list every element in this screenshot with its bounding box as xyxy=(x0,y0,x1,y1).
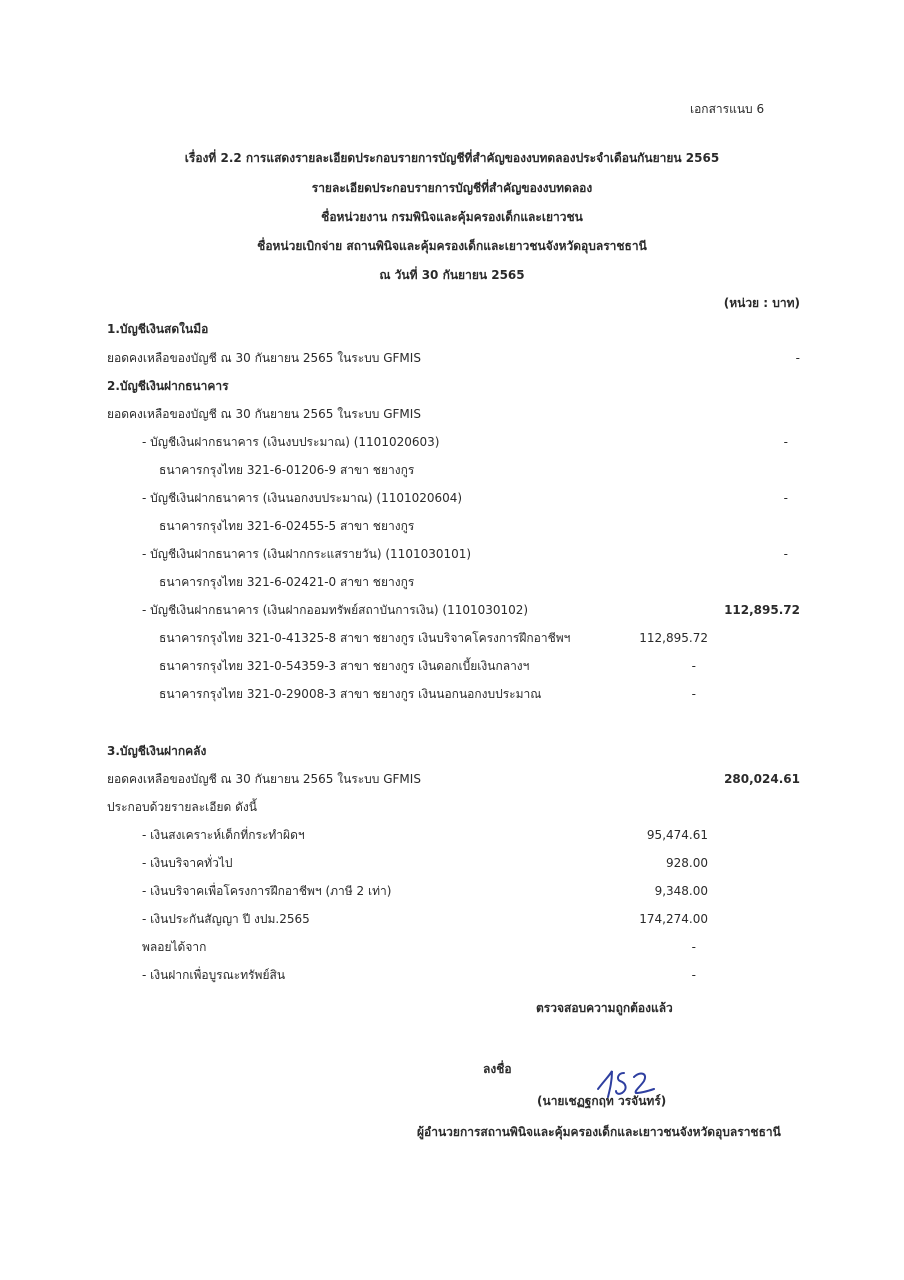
section2-balance-label: ยอดคงเหลือของบัญชี ณ 30 กันยายน 2565 ในระบบ GFMIS xyxy=(107,407,421,421)
unit-label: (หน่วย : บาท) xyxy=(723,296,800,310)
treasury-item-label: - เงินบริจาคทั่วไป xyxy=(142,856,233,870)
agency-name: ชื่อหน่วยงาน กรมพินิจและคุ้มครองเด็กและเยาวชน xyxy=(321,210,583,224)
treasury-item-label: - เงินสงเคราะห์เด็กที่กระทำผิดฯ xyxy=(142,828,305,842)
savings-item-label: ธนาคารกรุงไทย 321-0-41325-8 สาขา ชยางกูร เงินบริจาคโครงการฝึกอาชีพฯ xyxy=(159,631,571,645)
section2-heading: 2.บัญชีเงินฝากธนาคาร xyxy=(107,379,229,393)
section3-balance-label: ยอดคงเหลือของบัญชี ณ 30 กันยายน 2565 ในระบบ GFMIS xyxy=(107,772,421,786)
account-title: - บัญชีเงินฝากธนาคาร (เงินฝากกระแสรายวัน) (1101030101) xyxy=(142,547,472,561)
asset-deposit-label: - เงินฝากเพื่อบูรณะทรัพย์สิน xyxy=(142,968,286,982)
account-value: - xyxy=(783,547,788,561)
interest-value: - xyxy=(691,940,696,954)
section3-balance-value: 280,024.61 xyxy=(724,772,800,786)
savings-item-value: - xyxy=(691,659,696,673)
account-title: - บัญชีเงินฝากธนาคาร (เงินนอกงบประมาณ) (1101020604) xyxy=(142,491,463,505)
treasury-item-value: 9,348.00 xyxy=(654,884,708,898)
treasury-item-value: 95,474.61 xyxy=(646,828,708,842)
section3-heading: 3.บัญชีเงินฝากคลัง xyxy=(107,744,207,758)
document-title: เรื่องที่ 2.2 การแสดงรายละเอียดประกอบรายการบัญชีที่สำคัญของงบทดลองประจำเดือนกันยายน 2565 xyxy=(184,151,720,165)
as-of-date: ณ วันที่ 30 กันยายน 2565 xyxy=(379,268,525,282)
savings-account-title: - บัญชีเงินฝากธนาคาร (เงินฝากออมทรัพย์สถาบันการเงิน) (1101030102) xyxy=(142,603,529,617)
account-value: - xyxy=(783,491,788,505)
section3-details-label: ประกอบด้วยรายละเอียด ดังนี้ xyxy=(107,800,257,814)
signatory-name: (นายเชฏฐกฤท วรจันทร์) xyxy=(537,1094,667,1108)
account-value: - xyxy=(783,435,788,449)
savings-item-label: ธนาคารกรุงไทย 321-0-29008-3 สาขา ชยางกูร เงินนอกนอกงบประมาณ xyxy=(159,687,542,701)
section1-balance-label: ยอดคงเหลือของบัญชี ณ 30 กันยายน 2565 ในระบบ GFMIS xyxy=(107,351,421,365)
savings-item-label: ธนาคารกรุงไทย 321-0-54359-3 สาขา ชยางกูร เงินดอกเบี้ยเงินกลางฯ xyxy=(159,659,530,673)
disbursing-unit-name: ชื่อหน่วยเบิกจ่าย สถานพินิจและคุ้มครองเด็กและเยาวชนจังหวัดอุบลราชธานี xyxy=(257,239,647,253)
asset-deposit-value: - xyxy=(691,968,696,982)
treasury-item-label: - เงินประกันสัญญา ปี งปม.2565 xyxy=(142,912,310,926)
account-bank: ธนาคารกรุงไทย 321-6-02455-5 สาขา ชยางกูร xyxy=(159,519,415,533)
verified-note: ตรวจสอบความถูกต้องแล้ว xyxy=(536,1001,673,1015)
attachment-label: เอกสารแนบ 6 xyxy=(690,102,765,116)
treasury-item-value: 928.00 xyxy=(666,856,708,870)
savings-account-total: 112,895.72 xyxy=(724,603,800,617)
treasury-item-label: - เงินบริจาคเพื่อโครงการฝึกอาชีพฯ (ภาษี 2 เท่า) xyxy=(142,884,392,898)
treasury-item-value: 174,274.00 xyxy=(639,912,708,926)
interest-label: พลอยได้จาก xyxy=(142,940,207,954)
sign-label: ลงชื่อ xyxy=(483,1062,512,1076)
account-bank: ธนาคารกรุงไทย 321-6-01206-9 สาขา ชยางกูร xyxy=(159,463,415,477)
signatory-position: ผู้อำนวยการสถานพินิจและคุ้มครองเด็กและเยาวชนจังหวัดอุบลราชธานี xyxy=(417,1125,781,1139)
account-title: - บัญชีเงินฝากธนาคาร (เงินงบประมาณ) (1101020603) xyxy=(142,435,440,449)
savings-item-value: 112,895.72 xyxy=(639,631,708,645)
account-bank: ธนาคารกรุงไทย 321-6-02421-0 สาขา ชยางกูร xyxy=(159,575,415,589)
section1-heading: 1.บัญชีเงินสดในมือ xyxy=(107,322,209,336)
section1-balance-value: - xyxy=(795,351,800,365)
subtitle-details: รายละเอียดประกอบรายการบัญชีที่สำคัญของงบทดลอง xyxy=(311,181,593,195)
savings-item-value: - xyxy=(691,687,696,701)
